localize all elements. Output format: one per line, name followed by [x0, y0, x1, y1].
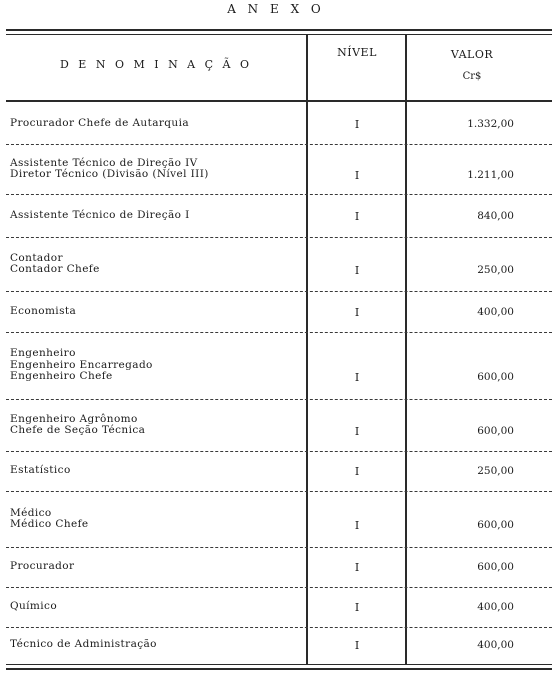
header-nivel: NÍVEL [337, 46, 377, 59]
row-denominacao [10, 414, 302, 437]
row-denominacao-line: Técnico de Administração [10, 638, 157, 651]
table-row [0, 452, 552, 492]
row-denominacao [10, 348, 302, 383]
table-row [0, 238, 552, 292]
table-row [0, 333, 552, 400]
row-denominacao [10, 253, 302, 276]
row-nivel: I [354, 209, 360, 223]
row-denominacao-line: Médico Chefe [10, 518, 89, 530]
header-rule [6, 100, 552, 102]
row-valor: 250,00 [477, 264, 514, 276]
table-row [0, 628, 552, 664]
row-denominacao-line: Procurador Chefe de Autarquia [10, 116, 189, 129]
row-denominacao-line: Estatístico [10, 464, 71, 477]
row-denominacao-line: Diretor Técnico (Divisão (Nível III) [10, 168, 209, 180]
row-nivel: I [354, 117, 360, 131]
row-denominacao-line: Contador Chefe [10, 263, 100, 275]
row-denominacao [10, 561, 302, 573]
row-denominacao [10, 639, 302, 651]
row-valor: 600,00 [477, 519, 514, 531]
row-denominacao-line: Engenheiro [10, 347, 76, 360]
row-denominacao [10, 306, 302, 318]
row-nivel: I [354, 371, 360, 385]
table-row [0, 548, 552, 588]
table-row [0, 145, 552, 195]
row-valor: 600,00 [477, 371, 514, 384]
row-denominacao-line: Engenheiro Encarregado [10, 358, 153, 371]
row-valor: 250,00 [477, 465, 514, 478]
row-valor: 400,00 [477, 601, 514, 614]
row-denominacao [10, 508, 302, 531]
row-valor: 600,00 [477, 425, 514, 437]
row-nivel: I [354, 601, 360, 615]
row-denominacao-line: Assistente Técnico de Direção I [10, 208, 190, 221]
row-denominacao-line: Contador [10, 251, 63, 264]
table-row [0, 492, 552, 548]
table-row [0, 104, 552, 145]
row-denominacao-line: Economista [10, 304, 77, 317]
bottom-rule [6, 664, 552, 665]
row-denominacao-line: Chefe de Seção Técnica [10, 424, 146, 436]
page-title: A N E X O [227, 2, 325, 16]
table-row [0, 292, 552, 333]
row-nivel: I [354, 425, 360, 438]
row-nivel: I [354, 305, 360, 319]
table-row [0, 588, 552, 628]
row-valor: 1.332,00 [467, 117, 514, 130]
row-valor: 840,00 [477, 209, 514, 222]
header-valor: VALOR [450, 48, 494, 61]
row-denominacao-line: Engenheiro Agrônomo [10, 412, 138, 425]
row-valor: 600,00 [477, 561, 514, 574]
row-denominacao-line: Médico [10, 506, 52, 519]
table-row [0, 195, 552, 238]
row-denominacao-line: Químico [10, 600, 58, 613]
row-nivel: I [354, 169, 360, 182]
row-denominacao [10, 601, 302, 613]
header-currency: Cr$ [462, 71, 482, 82]
row-nivel: I [354, 639, 360, 653]
row-valor: 1.211,00 [467, 169, 514, 181]
row-nivel: I [354, 519, 360, 532]
row-nivel: I [354, 561, 360, 575]
row-denominacao [10, 158, 302, 181]
row-nivel: I [354, 264, 360, 277]
bottom-rule-thick [6, 668, 552, 670]
row-valor: 400,00 [477, 305, 514, 318]
row-denominacao-line: Assistente Técnico de Direção IV [10, 156, 198, 169]
row-valor: 400,00 [477, 639, 514, 652]
row-denominacao [10, 210, 302, 222]
row-nivel: I [354, 465, 360, 479]
header-denominacao: D E N O M I N A Ç Ã O [59, 58, 252, 71]
top-rule [6, 29, 552, 31]
row-denominacao-line: Procurador [10, 560, 75, 573]
row-denominacao [10, 465, 302, 477]
top-rule-thin [6, 34, 552, 35]
row-denominacao [10, 118, 302, 130]
row-denominacao-line: Engenheiro Chefe [10, 370, 113, 383]
table-row [0, 400, 552, 452]
